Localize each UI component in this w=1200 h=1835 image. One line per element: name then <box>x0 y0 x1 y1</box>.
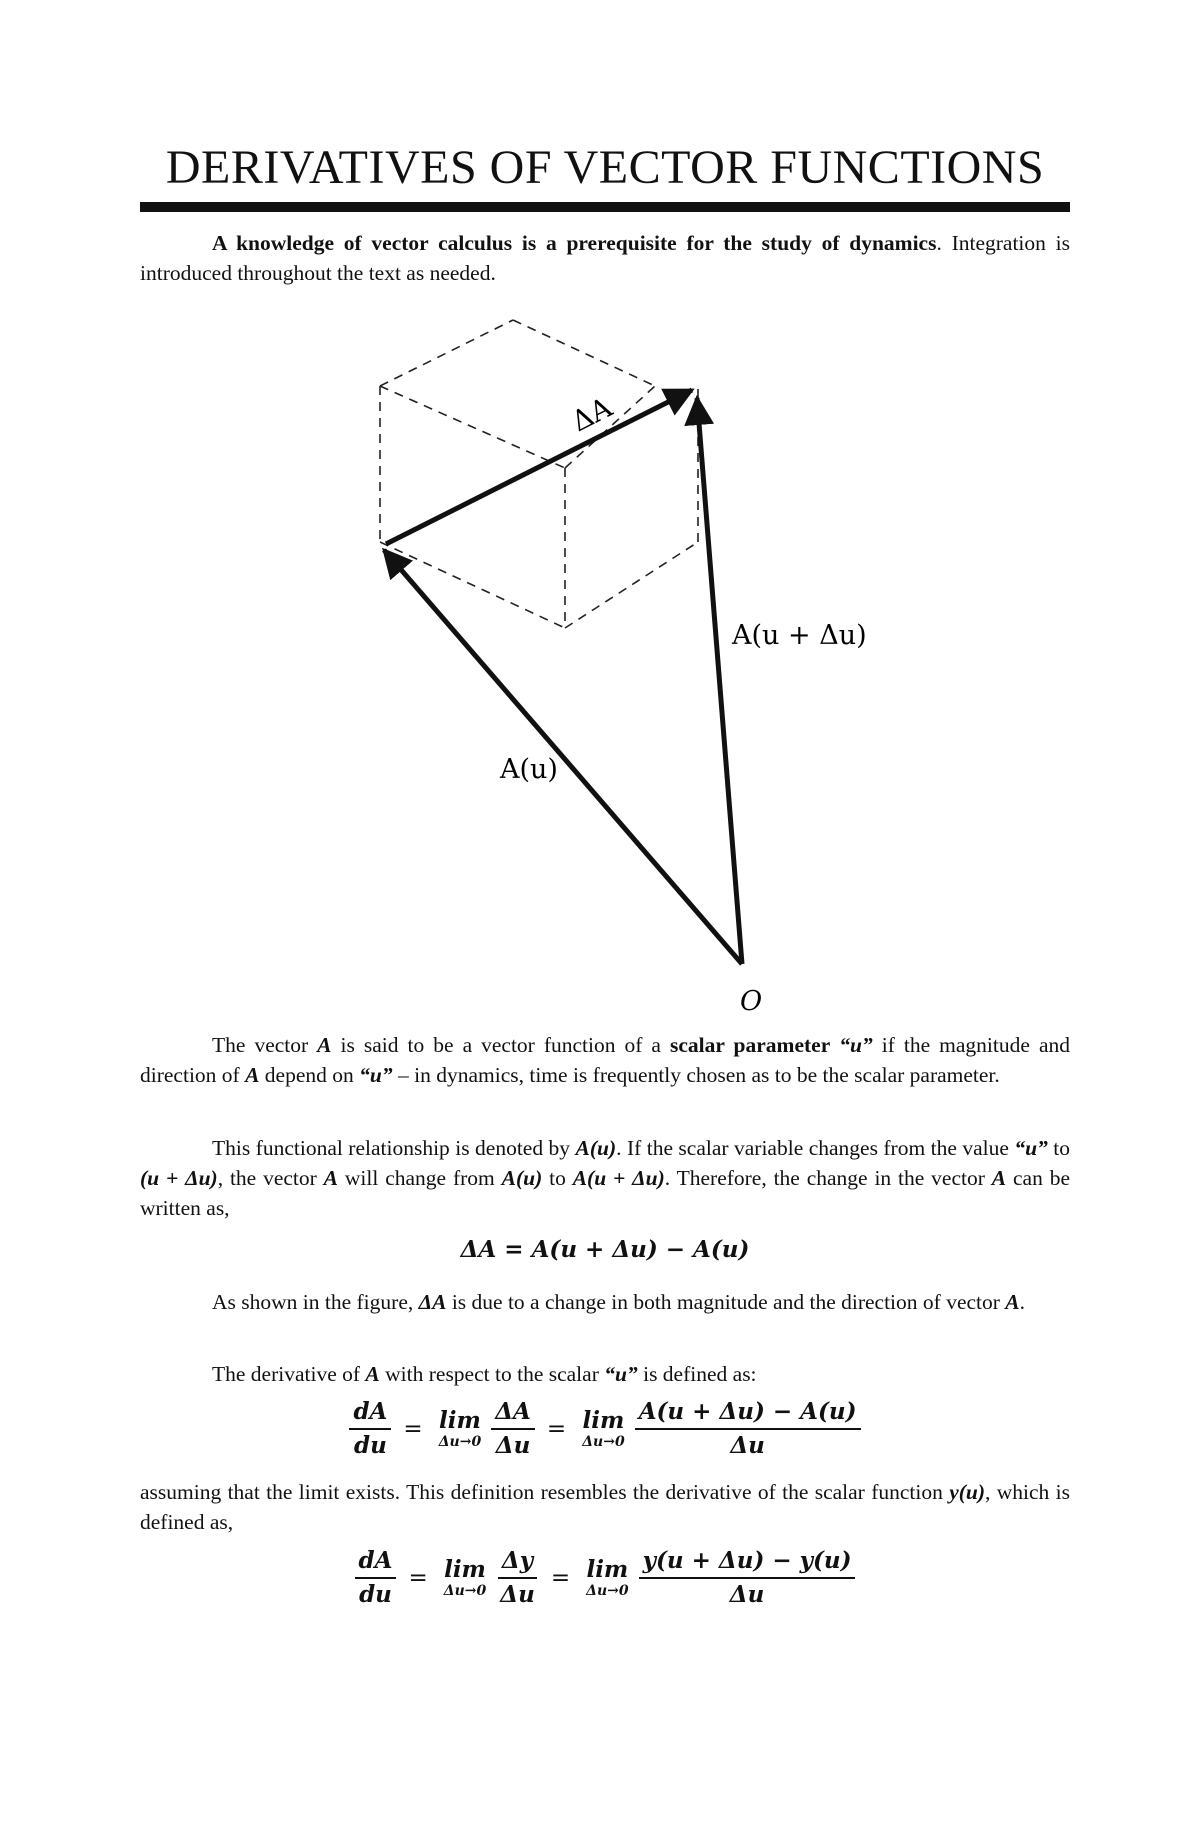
p1-text-3: if the magnitude and direction of <box>140 1033 1070 1087</box>
paragraph-derivative-definition <box>140 1359 1070 1389</box>
eq3-lim-word: lim <box>444 1556 486 1583</box>
label-origin: O <box>740 986 763 1015</box>
p2-symbol-a: A <box>323 1166 339 1190</box>
p2-symbol-u: “u” <box>1014 1136 1048 1160</box>
eq2-rhs-fraction <box>635 1398 861 1460</box>
eq2-lhs-den: du <box>354 1432 387 1459</box>
figure-svg <box>340 310 900 1015</box>
title-rule <box>140 202 1070 212</box>
p2-text-1: This functional relationship is denoted by <box>212 1136 576 1160</box>
p4-symbol-u: “u” <box>604 1362 638 1386</box>
p1-text-2: is said to be a vector function of a <box>331 1033 670 1057</box>
page-title: DERIVATIVES OF VECTOR FUNCTIONS <box>165 141 1045 194</box>
eq3-rhs-den: Δu <box>729 1581 765 1608</box>
eq2-equals-2: = <box>546 1416 567 1442</box>
p5-text-2: , which is defined as, <box>140 1480 1070 1534</box>
eq3-lim-sub-2: Δu→0 <box>586 1583 629 1599</box>
eq2-mid-fraction <box>491 1398 535 1460</box>
p2-symbol-u-du: (u + Δu) <box>140 1166 218 1190</box>
p2-text-5: will change from <box>338 1166 502 1190</box>
eq3-mid-den: Δu <box>500 1581 535 1608</box>
p2-symbol-a-u-du: A(u + Δu) <box>572 1166 665 1190</box>
p2-text-6: to <box>542 1166 573 1190</box>
eq3-equals-2: = <box>550 1565 571 1591</box>
vector-difference-figure <box>340 310 900 1015</box>
p2-symbol-a-u-2: A(u) <box>501 1166 543 1190</box>
label-a-u: A(u) <box>500 754 558 785</box>
eq2-lim-word-2: lim <box>582 1407 625 1434</box>
p3-text-1: As shown in the figure, <box>212 1290 419 1314</box>
eq2-limit <box>439 1408 482 1450</box>
intro-text: . Integration is introduced throughout the text as needed. <box>140 231 1070 285</box>
p1-symbol-a: A <box>317 1033 332 1057</box>
eq3-equals-1: = <box>408 1565 428 1591</box>
eq2-lim-sub-2: Δu→0 <box>582 1434 625 1450</box>
eq2-lim-sub: Δu→0 <box>438 1434 482 1450</box>
eq3-limit <box>444 1557 487 1599</box>
intro-paragraph <box>140 228 1070 288</box>
p1-symbol-a-2: A <box>245 1063 260 1087</box>
p2-text-4: , the vector <box>217 1166 324 1190</box>
eq3-lim-word-2: lim <box>586 1556 629 1583</box>
eq3-lhs-den: du <box>359 1581 392 1608</box>
eq3-limit-2 <box>586 1557 629 1599</box>
eq2-lhs-fraction <box>349 1398 391 1460</box>
p3-text-3: . <box>1019 1290 1026 1314</box>
p5-symbol-y-u: y(u) <box>949 1480 986 1504</box>
eq3-rhs-fraction <box>639 1547 856 1609</box>
eq3-lhs-fraction <box>355 1547 397 1609</box>
vector-a-u-du <box>697 398 742 964</box>
eq2-lhs-num: dA <box>349 1398 391 1430</box>
paragraph-as-shown <box>140 1287 1070 1317</box>
eq3-lhs-num: dA <box>355 1547 397 1579</box>
equation-scalar-derivative <box>140 1547 1070 1609</box>
eq3-lim-sub: Δu→0 <box>443 1583 487 1599</box>
p2-text-8: can be written as, <box>140 1166 1070 1220</box>
p4-text-3: is defined as: <box>637 1362 757 1386</box>
eq2-rhs-num: A(u + Δu) − A(u) <box>635 1398 861 1430</box>
paragraph-vector-function <box>140 1030 1070 1090</box>
p1-text-5: – in dynamics, time is frequently chosen as to be the scalar parameter. <box>392 1063 1000 1087</box>
vector-delta-a <box>386 390 692 544</box>
p2-symbol-a-u: A(u) <box>575 1136 617 1160</box>
dashed-box <box>380 320 698 628</box>
p2-text-7: . Therefore, the change in the vector <box>664 1166 992 1190</box>
eq2-lim-word: lim <box>439 1407 481 1434</box>
eq2-rhs-den: Δu <box>730 1432 765 1459</box>
equation-vector-derivative <box>140 1398 1070 1460</box>
p3-text-2: is due to a change in both magnitude and the direction of vector <box>446 1290 1006 1314</box>
p1-symbol-u-2: “u” <box>359 1063 393 1087</box>
p1-symbol-u: “u” <box>830 1033 873 1057</box>
eq3-mid-num: Δy <box>498 1547 537 1579</box>
p1-text-4: depend on <box>259 1063 360 1087</box>
paragraph-limit-exists <box>140 1477 1070 1537</box>
eq3-rhs-num: y(u + Δu) − y(u) <box>639 1547 856 1579</box>
p2-symbol-a-2: A <box>991 1166 1007 1190</box>
label-a-u-du: A(u + Δu) <box>732 620 867 651</box>
p4-text-2: with respect to the scalar <box>379 1362 605 1386</box>
label-delta-a: ΔA <box>566 390 618 439</box>
paragraph-functional-relationship <box>140 1133 1070 1223</box>
eq2-mid-den: Δu <box>495 1432 531 1459</box>
equation-delta-a-text: ΔA = A(u + Δu) − A(u) <box>460 1236 750 1263</box>
eq2-equals-1: = <box>403 1416 423 1442</box>
intro-bold-text: A knowledge of vector calculus is a prerequisite for the study of dynamics <box>212 231 937 255</box>
p4-text-1: The derivative of <box>212 1362 366 1386</box>
p2-text-2: . If the scalar variable changes from the value <box>616 1136 1015 1160</box>
p4-symbol-a: A <box>365 1362 380 1386</box>
p1-bold-scalar-parameter: scalar parameter <box>670 1033 831 1057</box>
p2-text-3: to <box>1047 1136 1071 1160</box>
p3-symbol-delta-a: ΔA <box>418 1290 447 1314</box>
eq2-limit-2 <box>582 1408 625 1450</box>
equation-delta-a <box>140 1236 1070 1263</box>
p1-text-1: The vector <box>212 1033 318 1057</box>
eq2-mid-num: ΔA <box>491 1398 535 1430</box>
p5-text-1: assuming that the limit exists. This definition resembles the derivative of the scalar function <box>140 1480 950 1504</box>
vector-a-u <box>384 550 742 964</box>
p3-symbol-a: A <box>1005 1290 1020 1314</box>
eq3-mid-fraction <box>496 1547 539 1609</box>
